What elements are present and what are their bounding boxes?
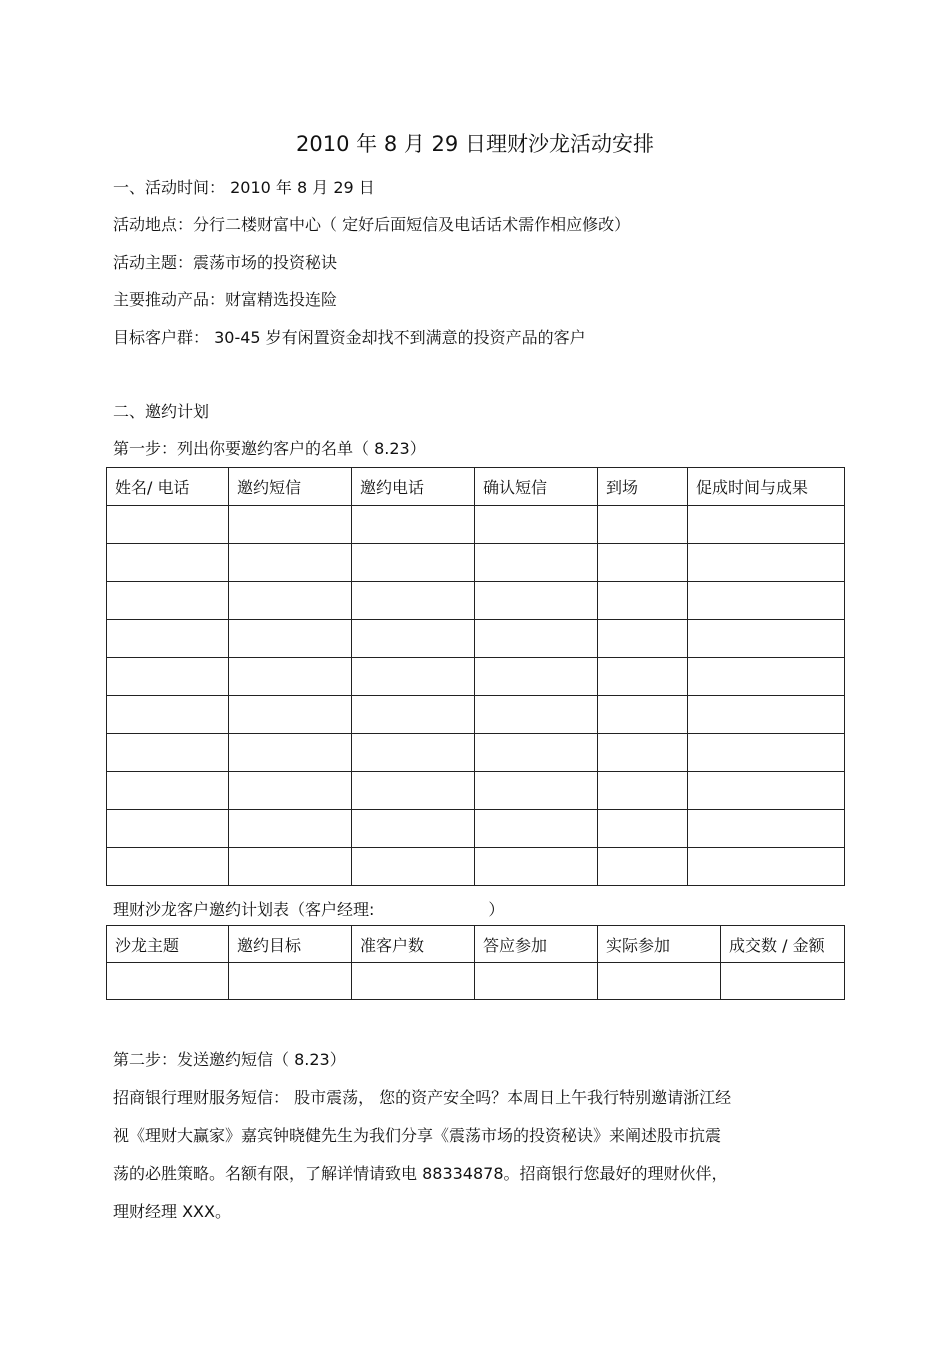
table-cell (688, 772, 845, 810)
section2-heading: 二、邀约计划 (113, 402, 210, 421)
table-cell (598, 848, 688, 886)
table-cell (598, 506, 688, 544)
table-cell (475, 810, 598, 848)
table-cell (688, 582, 845, 620)
table-row (107, 620, 845, 658)
table-cell (229, 658, 352, 696)
table-cell (475, 848, 598, 886)
table-cell (107, 506, 229, 544)
table-cell (598, 544, 688, 582)
table-row (107, 848, 845, 886)
table-row (107, 544, 845, 582)
table-cell (352, 506, 475, 544)
table-cell (352, 848, 475, 886)
table-cell (107, 963, 229, 1000)
table-cell (475, 696, 598, 734)
step2-heading: 第二步：发送邀约短信（ 8.23） (113, 1050, 346, 1069)
table-cell (107, 848, 229, 886)
sms-line-3: 荡的必胜策略。名额有限，了解详情请致电 88334878。招商银行您最好的理财伙伴， (113, 1164, 728, 1183)
table-cell (475, 734, 598, 772)
table-row (107, 963, 845, 1000)
table-header-row (107, 468, 845, 506)
header-name-phone: 姓名/ 电话 (107, 468, 229, 506)
table-cell (107, 810, 229, 848)
plan-caption-right: ） (488, 900, 505, 919)
activity-time: 一、活动时间： 2010 年 8 月 29 日 (113, 178, 375, 197)
table-cell (229, 772, 352, 810)
header-confirm-sms: 确认短信 (475, 468, 598, 506)
sms-line-2: 视《理财大赢家》嘉宾钟晓健先生为我们分享《震荡市场的投资秘诀》来阐述股市抗震 (113, 1126, 722, 1145)
table-row (107, 658, 845, 696)
table-row (107, 810, 845, 848)
header-invite-call: 邀约电话 (352, 468, 475, 506)
table-cell (229, 963, 352, 1000)
table-row (107, 506, 845, 544)
header-attended: 到场 (598, 468, 688, 506)
activity-location: 活动地点：分行二楼财富中心（ 定好后面短信及电话话术需作相应修改） (113, 215, 631, 234)
table-cell (352, 772, 475, 810)
table-cell (352, 658, 475, 696)
page-title: 2010 年 8 月 29 日理财沙龙活动安排 (296, 132, 654, 156)
table-cell (598, 658, 688, 696)
table-row (107, 582, 845, 620)
table-cell (475, 963, 598, 1000)
plan-caption-left: 理财沙龙客户邀约计划表（客户经理: (113, 900, 375, 919)
table-cell (107, 582, 229, 620)
table-cell (229, 734, 352, 772)
header-actual: 实际参加 (598, 926, 721, 963)
table-header-row (107, 926, 845, 963)
table-cell (352, 544, 475, 582)
main-product: 主要推动产品：财富精选投连险 (113, 290, 338, 309)
table-cell (107, 772, 229, 810)
table-cell (107, 620, 229, 658)
activity-theme: 活动主题：震荡市场的投资秘诀 (113, 253, 338, 272)
table-cell (688, 848, 845, 886)
table-cell (352, 810, 475, 848)
table-cell (475, 620, 598, 658)
table-row (107, 696, 845, 734)
table-row (107, 734, 845, 772)
table-cell (352, 582, 475, 620)
table-cell (352, 620, 475, 658)
sms-line-4: 理财经理 XXX。 (113, 1202, 231, 1221)
table-cell (352, 734, 475, 772)
table-cell (352, 696, 475, 734)
table-cell (475, 506, 598, 544)
table-cell (352, 963, 475, 1000)
table-cell (598, 772, 688, 810)
table-cell (598, 963, 721, 1000)
table-cell (107, 696, 229, 734)
table-cell (598, 734, 688, 772)
table-cell (229, 848, 352, 886)
table-cell (475, 582, 598, 620)
table-cell (229, 506, 352, 544)
header-invite-sms: 邀约短信 (229, 468, 352, 506)
table-cell (688, 658, 845, 696)
table-cell (229, 696, 352, 734)
header-deals-amount: 成交数 / 金额 (721, 926, 845, 963)
step1-heading: 第一步：列出你要邀约客户的名单（ 8.23） (113, 439, 426, 458)
table-cell (688, 810, 845, 848)
table-cell (229, 810, 352, 848)
table-cell (475, 772, 598, 810)
target-customers: 目标客户群： 30-45 岁有闲置资金却找不到满意的投资产品的客户 (113, 328, 586, 347)
table-cell (475, 658, 598, 696)
header-result: 促成时间与成果 (688, 468, 845, 506)
header-prospect-count: 准客户数 (352, 926, 475, 963)
table-row (107, 772, 845, 810)
table-cell (721, 963, 845, 1000)
table-cell (688, 544, 845, 582)
table-cell (688, 734, 845, 772)
table-cell (688, 620, 845, 658)
invite-list-table (106, 467, 845, 886)
table-cell (229, 544, 352, 582)
header-salon-theme: 沙龙主题 (107, 926, 229, 963)
table-cell (107, 734, 229, 772)
header-agreed: 答应参加 (475, 926, 598, 963)
table-cell (229, 620, 352, 658)
plan-table-caption (113, 897, 504, 920)
invite-plan-table (106, 925, 845, 1000)
header-invite-target: 邀约目标 (229, 926, 352, 963)
table-cell (598, 696, 688, 734)
table-cell (598, 582, 688, 620)
sms-line-1: 招商银行理财服务短信： 股市震荡， 您的资产安全吗？本周日上午我行特别邀请浙江经 (113, 1088, 732, 1107)
table-cell (107, 658, 229, 696)
table-cell (598, 620, 688, 658)
table-cell (688, 506, 845, 544)
table-cell (475, 544, 598, 582)
table-cell (229, 582, 352, 620)
table-cell (107, 544, 229, 582)
table-cell (688, 696, 845, 734)
table-cell (598, 810, 688, 848)
